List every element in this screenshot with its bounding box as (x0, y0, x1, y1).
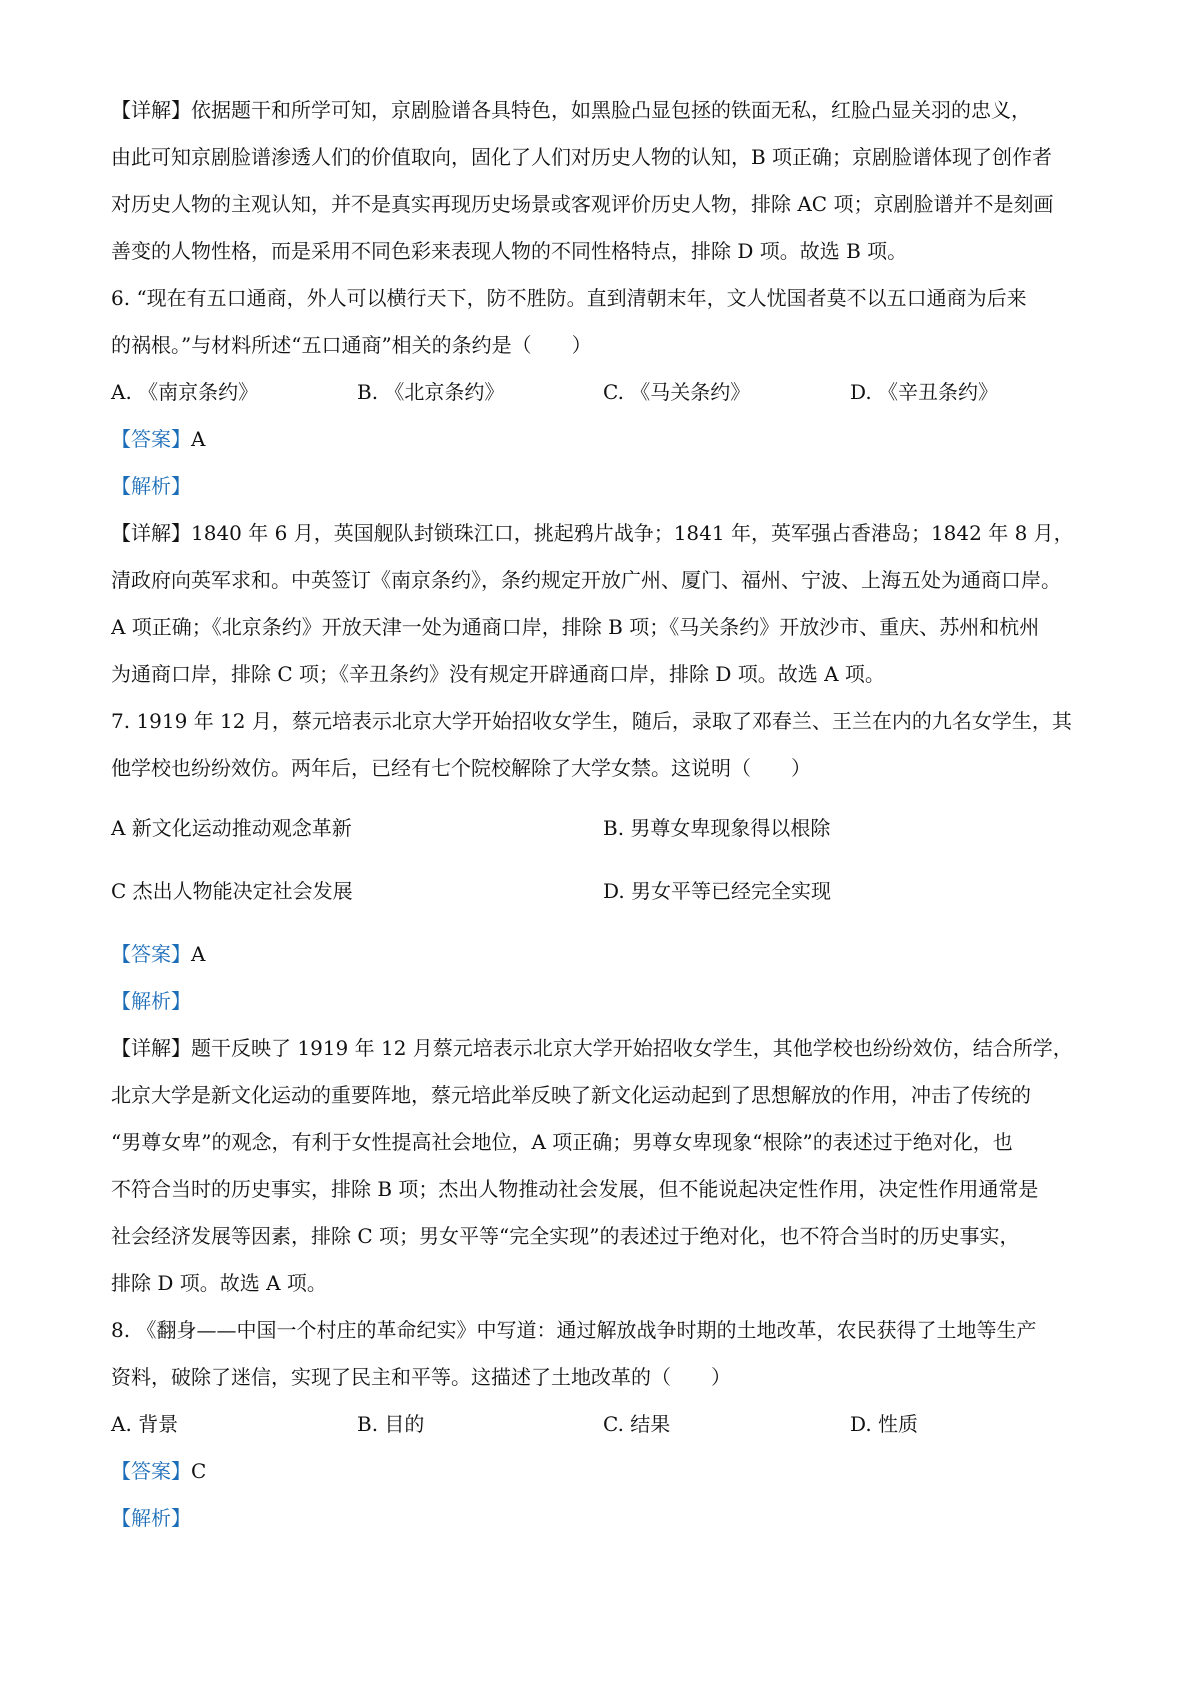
q6-detail-line-4: 为通商口岸，排除 C 项；《辛丑条约》没有规定开辟通商口岸，排除 D 项。故选 A 项。 (111, 662, 885, 686)
q6-answer (111, 425, 1101, 453)
answer-tag: 【答案】 (111, 942, 191, 966)
q6-detail-line-2: 清政府向英军求和。中英签订《南京条约》，条约规定开放广州、厦门、福州、宁波、上海五处为通商口岸。 (111, 568, 1061, 592)
q7-detail-line-2: 北京大学是新文化运动的重要阵地，蔡元培此举反映了新文化运动起到了思想解放的作用，冲击了传统的 (111, 1083, 1031, 1107)
q5-detail-line-4: 善变的人物性格，而是采用不同色彩来表现人物的不同性格特点，排除 D 项。故选 B 项。 (111, 239, 908, 263)
q7-detail-line-5: 社会经济发展等因素，排除 C 项；男女平等“完全实现”的表述过于绝对化，也不符合当时的历史事实， (111, 1224, 1020, 1248)
q6-detail-line-3: A 项正确；《北京条约》开放天津一处为通商口岸，排除 B 项；《马关条约》开放沙市、重庆、苏州和杭州 (111, 615, 1040, 639)
detail-tag: 【详解】 (111, 98, 191, 122)
detail-tag: 【详解】 (111, 521, 191, 545)
q6-analysis-tag: 【解析】 (111, 474, 191, 498)
detail-tag: 【详解】 (111, 1036, 191, 1060)
q7-detail-line-6: 排除 D 项。故选 A 项。 (111, 1271, 327, 1295)
q6-option-c: C. 《马关条约》 (603, 380, 751, 404)
answer-value: A (191, 942, 206, 966)
q6-detail-line-1: 【详解】1840 年 6 月，英国舰队封锁珠江口，挑起鸦片战争；1841 年，英军强占香港岛；1842 年 8 月， (111, 521, 1074, 545)
q8-option-c: C. 结果 (603, 1412, 671, 1436)
q7-option-c: C 杰出人物能决定社会发展 (111, 879, 353, 903)
q6-option-b: B. 《北京条约》 (357, 380, 505, 404)
q7-stem-line-2: 他学校也纷纷效仿。两年后，已经有七个院校解除了大学女禁。这说明（ ） (111, 756, 811, 780)
q8-stem-line-1: 8. 《翻身——中国一个村庄的革命纪实》中写道：通过解放战争时期的土地改革，农民获得了土地等生产 (111, 1318, 1037, 1342)
answer-tag: 【答案】 (111, 427, 191, 451)
q5-detail-line-1: 【详解】依据题干和所学可知，京剧脸谱各具特色，如黑脸凸显包拯的铁面无私，红脸凸显关羽的忠义， (111, 98, 1031, 122)
q7-detail-line-3: “男尊女卑”的观念，有利于女性提高社会地位，A 项正确；男尊女卑现象“根除”的表述过于绝对化，也 (111, 1130, 1013, 1154)
q7-stem-line-1: 7. 1919 年 12 月，蔡元培表示北京大学开始招收女学生，随后，录取了邓春兰、王兰在内的九名女学生，其 (111, 709, 1072, 733)
q8-analysis-tag: 【解析】 (111, 1506, 191, 1530)
answer-value: A (191, 427, 206, 451)
q8-stem-line-2: 资料，破除了迷信，实现了民主和平等。这描述了土地改革的（ ） (111, 1365, 731, 1389)
q7-option-b: B. 男尊女卑现象得以根除 (603, 816, 831, 840)
q6-option-a: A. 《南京条约》 (111, 380, 259, 404)
q7-detail-line-1: 【详解】题干反映了 1919 年 12 月蔡元培表示北京大学开始招收女学生，其他学校也纷纷效仿，结合所学， (111, 1036, 1073, 1060)
q7-detail-line-4: 不符合当时的历史事实，排除 B 项；杰出人物推动社会发展，但不能说起决定性作用，决定性作用通常是 (111, 1177, 1039, 1201)
answer-tag: 【答案】 (111, 1459, 191, 1483)
q8-answer (111, 1457, 1101, 1485)
q8-option-b: B. 目的 (357, 1412, 425, 1436)
q7-analysis-tag: 【解析】 (111, 989, 191, 1013)
q7-option-d: D. 男女平等已经完全实现 (603, 879, 832, 903)
q5-detail-line-2: 由此可知京剧脸谱渗透人们的价值取向，固化了人们对历史人物的认知，B 项正确；京剧脸谱体现了创作者 (111, 145, 1053, 169)
q6-option-d: D. 《辛丑条约》 (850, 380, 999, 404)
q6-stem-line-2: 的祸根。”与材料所述“五口通商”相关的条约是（ ） (111, 333, 592, 357)
q7-answer (111, 940, 1101, 968)
q8-option-a: A. 背景 (111, 1412, 179, 1436)
q6-stem-line-1: 6. “现在有五口通商，外人可以横行天下，防不胜防。直到清朝末年，文人忧国者莫不以五口通商为后来 (111, 286, 1027, 310)
q5-detail-line-3: 对历史人物的主观认知，并不是真实再现历史场景或客观评价历史人物，排除 AC 项；京剧脸谱并不是刻画 (111, 192, 1054, 216)
q8-option-d: D. 性质 (850, 1412, 919, 1436)
q7-option-a: A 新文化运动推动观念革新 (111, 816, 352, 840)
answer-value: C (191, 1459, 207, 1483)
